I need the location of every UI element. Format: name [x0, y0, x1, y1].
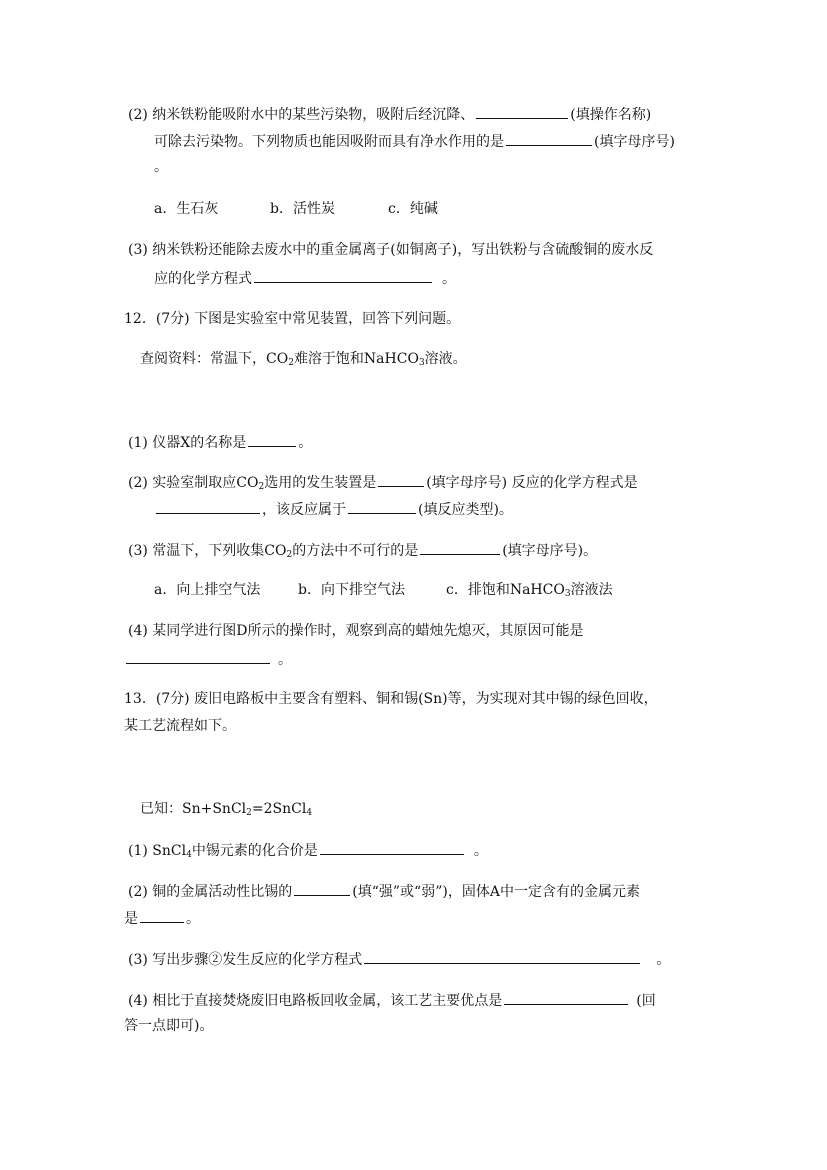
q12-p4-line2: 。	[124, 649, 292, 669]
q12-p3: (3) 常温下，下列收集$CO_2$的方法中不可行的是 (填字母序号)。	[128, 540, 597, 560]
q13-p4-line1: (4) 相比于直接焚烧废旧电路板回收金属，该工艺主要优点是 (回	[128, 990, 656, 1010]
q13-p2-blank1[interactable]	[294, 881, 350, 896]
q11-p3-line1: (3) 纳米铁粉还能除去废水中的重金属离子(如铜离子)，写出铁粉与含硫酸铜的废水反	[128, 242, 654, 258]
q11-p2-blank1[interactable]	[476, 104, 568, 119]
q13-p3: (3) 写出步骤②发生反应的化学方程式 。	[128, 949, 670, 969]
q11-p3-blank[interactable]	[254, 268, 432, 283]
q12-heading: 12．(7分) 下图是实验室中常见装置，回答下列问题。	[124, 311, 461, 327]
q12-option-c: c．排饱和NaHCO$_3$溶液法	[446, 582, 613, 599]
q13-known: 已知：Sn+SnCl$_2$=2SnCl$_4$	[140, 801, 313, 818]
q12-p2-blank1[interactable]	[378, 472, 424, 487]
q13-p4-line2: 答一点即可)。	[124, 1018, 214, 1034]
q13-heading-line2: 某工艺流程如下。	[124, 718, 236, 734]
q13-p2-blank2[interactable]	[140, 908, 184, 923]
q13-p2-line2: 是 。	[124, 908, 200, 928]
q12-p2-line1: (2) 实验室制取应$CO_2$选用的发生装置是 (填字母序号) 反应的化学方程式是	[128, 472, 638, 492]
q11-option-c: c．纯碱	[388, 201, 438, 217]
q11-p2-blank2[interactable]	[506, 131, 592, 146]
q12-p4-line1: (4) 某同学进行图D所示的操作时，观察到高的蜡烛先熄灭，其原因可能是	[128, 623, 584, 639]
q12-reference: 查阅资料：常温下，$CO_2$难溶于饱和NaHCO$_3$溶液。	[140, 351, 467, 368]
q13-p1-blank[interactable]	[320, 840, 464, 855]
q12-p4-blank[interactable]	[126, 649, 270, 664]
q11-p2-line3: 。	[154, 159, 168, 175]
q13-p2-line1: (2) 铜的金属活动性比锡的 (填“强”或“弱”)，固体A中一定含有的金属元素	[128, 881, 640, 901]
q12-p3-blank[interactable]	[420, 540, 500, 555]
q11-p2-line1: (2) 纳米铁粉能吸附水中的某些污染物，吸附后经沉降、 (填操作名称)	[128, 104, 651, 124]
q13-p4-blank[interactable]	[504, 990, 628, 1005]
q13-p1: (1) SnCl$_4$中锡元素的化合价是 。	[128, 840, 488, 860]
q12-option-b: b．向下排空气法	[298, 582, 405, 598]
q12-p2-line2: ，该反应属于 (填反应类型)。	[154, 499, 513, 519]
q12-p1-blank[interactable]	[248, 432, 296, 447]
q12-p2-blank2[interactable]	[156, 499, 260, 514]
q11-p2-line2: 可除去污染物。下列物质也能因吸附而具有净水作用的是 (填字母序号)	[154, 131, 675, 151]
q12-p2-blank3[interactable]	[348, 499, 416, 514]
q12-option-a: a．向上排空气法	[154, 582, 261, 598]
q11-p3-line2: 应的化学方程式 。	[154, 268, 456, 288]
q11-option-b: b．活性炭	[270, 201, 335, 217]
q11-option-a: a．生石灰	[154, 201, 219, 217]
q13-p3-blank[interactable]	[364, 949, 640, 964]
q13-heading-line1: 13．(7分) 废旧电路板中主要含有塑料、铜和锡(Sn)等，为实现对其中锡的绿色回收，	[124, 691, 658, 707]
q12-p1: (1) 仪器X的名称是 。	[128, 432, 312, 452]
